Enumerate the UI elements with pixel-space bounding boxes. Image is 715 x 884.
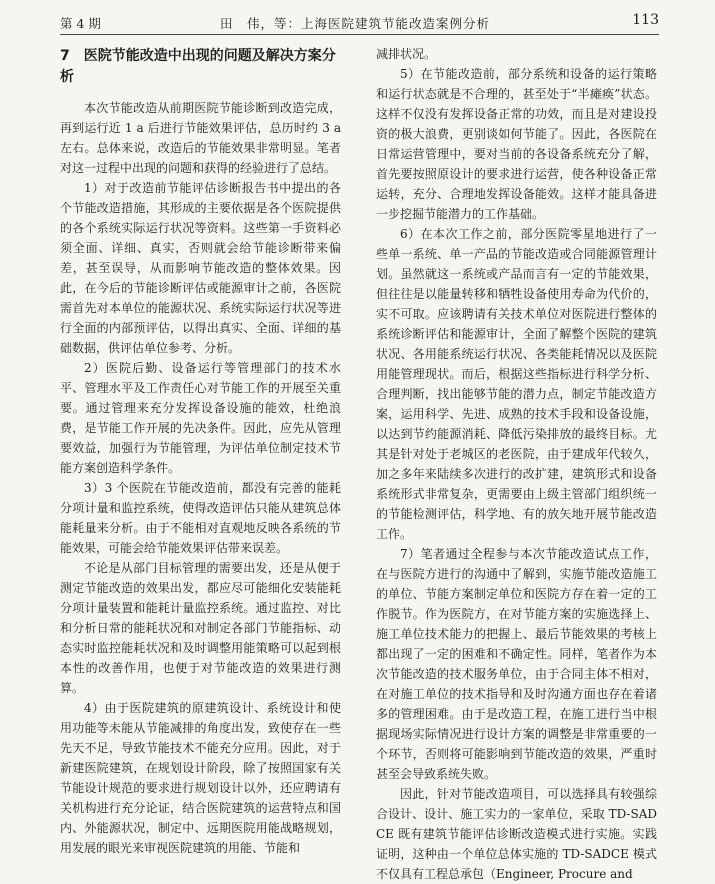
paragraph-item-7: 7）笔者通过全程参与本次节能改造试点工作，在与医院方进行的沟通中了解到，实施节能改造施工的单位、节能方案制定单位和医院方存在着一定的工作脱节。作为医院方，在对节能方案的实施选择上、施工单位技术能力的把握上、最后节能效果的考核上都出现了一定的困难和不确定性。同样，笔者作为本次节能改造的技术服务单位，由于合同主体不相对，在对施工单位的技术指导和及时沟通方面也存在着诸多的管理困难。由于是改造工程，在施工进行当中根据现场实际情况进行设计方案的调整是非常重要的一个环节，否则将可能影响到节能改造的效果，严重时甚至会导致系统失败。 [376,547,657,781]
page-number: 113 [632,12,659,28]
running-header [60,6,659,35]
paragraph-item-3: 3）3 个医院在节能改造前，都没有完善的能耗分项计量和监控系统，使得改造评估只能从建筑总体能耗量来分析。由于不能相对直观地反映各系统的节能效果，可能会给节能效果评估带来误差。 [60,481,341,555]
paragraph-intro: 本次节能改造从前期医院节能诊断到改造完成，再到运行近 1 a 后进行节能效果评估，总历时约 3 a 左右。总体来说，改造后的节能效果非常明显。笔者对这一过程中出现的问题和获得的经验进行了总结。 [60,101,341,175]
left-column [60,44,341,858]
running-title: 田 伟，等：上海医院建筑节能改造案例分析 [220,16,491,31]
paragraph-item-5: 5）在节能改造前，部分系统和设备的运行策略和运行状态就是不合理的，甚至处于“半瘫痪”状态。这样不仅没有发挥设备正常的功效，而且是对建设投资的极大浪费，更别谈如何节能了。因此，各医院在日常运营管理中，要对当前的各设备系统充分了解，首先要按照原设计的要求进行运营，使各种设备正常运转，充分、合理地发挥设备能效。这样才能具备进一步挖掘节能潜力的工作基础。 [376,67,657,221]
paragraph-item-1: 1）对于改造前节能评估诊断报告书中提出的各个节能改造措施，其形成的主要依据是各个医院提供的各个系统实际运行状况等资料。这些第一手资料必须全面、详细、真实，否则就会给节能诊断带来偏差，甚至误导，从而影响节能改造的整体效果。因此，在今后的节能诊断评估或能源审计之前，各医院需首先对本单位的能源状况、系统实际运行状况等进行全面的内部预评估，以得出真实、全面、详细的基础数据，供评估单位参考、分析。 [60,181,341,355]
paragraph-conclusion: 因此，针对节能改造项目，可以选择具有较强综合设计、设计、施工实力的一家单位，采取 TD-SADCE 既有建筑节能评估诊断改造模式进行实施。实践证明，这种由一个单位总体实施的 TD-SADCE 模式不仅具有工程总承包（Engineer, Procure and [376,787,657,881]
section-heading: 7 医院节能改造中出现的问题及解决方案分析 [60,48,336,85]
paragraph-item-6: 6）在本次工作之前，部分医院零星地进行了一些单一系统、单一产品的节能改造或合同能源管理计划。虽然就这一系统或产品而言有一定的节能效果，但往往是以能量转移和牺牲设备使用寿命为代价的，实不可取。应该聘请有关技术单位对医院进行整体的系统诊断评估和能源审计，全面了解整个医院的建筑状况、各用能系统运行状况、各类能耗情况以及医院用能管理现状。而后，根据这些指标进行科学分析、合理判断，找出能够节能的潜力点，制定节能改造方案，运用科学、先进、成熟的技术手段和设备设施，以达到节约能源消耗、降低污染排放的最终目标。尤其是针对处于老城区的老医院，由于建成年代较久，加之多年来陆续多次进行的改扩建，建筑形式和设备系统形式非常复杂，更需要由上级主管部门组织统一的节能检测评估，科学地、有的放矢地开展节能改造工作。 [376,227,657,541]
right-column [376,44,657,884]
issue-number: 第 4 期 [60,16,101,31]
paragraph-item-4-continued: 减排状况。 [376,47,437,61]
paragraph-item-2: 2）医院后勤、设备运行等管理部门的技术水平、管理水平及工作责任心对节能工作的开展至关重要。通过管理来充分发挥设备设施的能效，杜绝浪费，是节能工作开展的先决条件。因此，应先从管理要效益，加强行为节能管理，为评估单位制定技术节能方案创造科学条件。 [60,361,341,475]
paragraph-item-4: 4）由于医院建筑的原建筑设计、系统设计和使用功能等未能从节能减排的角度出发，致使存在一些先天不足，导致节能技术不能充分应用。因此，对于新建医院建筑，在规划设计阶段，除了按照国家有关节能设计规范的要求进行规划设计以外，还应聘请有关机构进行充分论证，结合医院建筑的运营特点和国内、外能源状况，制定中、远期医院用能战略规划，用发展的眼光来审视医院建筑的用能、节能和 [60,701,341,855]
paragraph-item-3-continued: 不论是从部门目标管理的需要出发，还是从便于测定节能改造的效果出发，都应尽可能细化安装能耗分项计量装置和能耗计量监控系统。通过监控、对比和分析日常的能耗状况和对制定各部门节能指标、动态实时监控能耗状况和及时调整用能策略可以起到根本性的改善作用，也便于对节能改造的效果进行测算。 [60,561,341,695]
